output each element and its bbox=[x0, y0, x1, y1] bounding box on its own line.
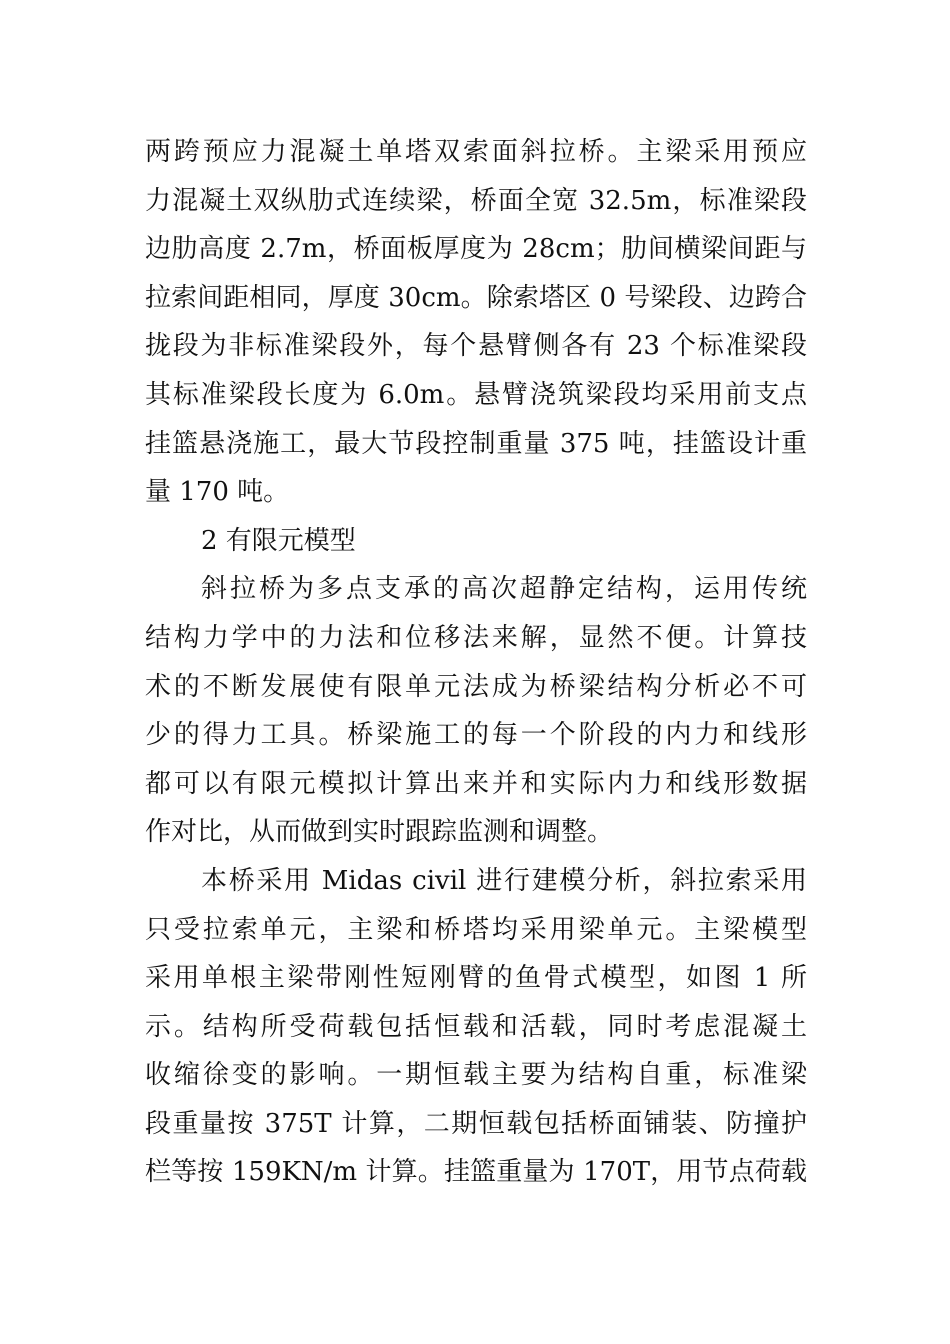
text-line: 采用单根主梁带刚性短刚臂的鱼骨式模型，如图 1 所 bbox=[145, 963, 807, 994]
text-line: 示。结构所受荷载包括恒载和活载，同时考虑混凝土 bbox=[145, 1011, 807, 1042]
text-line: 术的不断发展使有限单元法成为桥梁结构分析必不可 bbox=[145, 671, 807, 702]
text-line: 拢段为非标准梁段外，每个悬臂侧各有 23 个标准梁段 bbox=[145, 331, 807, 362]
text-line: 作对比，从而做到实时跟踪监测和调整。 bbox=[145, 817, 614, 848]
body-text bbox=[145, 128, 807, 1197]
text-line: 都可以有限元模拟计算出来并和实际内力和线形数据 bbox=[145, 768, 807, 799]
text-line: 拉索间距相同，厚度 30cm。除索塔区 0 号梁段、边跨合 bbox=[145, 282, 807, 313]
text-line: 斜拉桥为多点支承的高次超静定结构，运用传统 bbox=[201, 574, 807, 605]
text-line: 两跨预应力混凝土单塔双索面斜拉桥。主梁采用预应 bbox=[145, 137, 807, 167]
text-line: 少的得力工具。桥梁施工的每一个阶段的内力和线形 bbox=[145, 720, 807, 751]
section-heading: 2 有限元模型 bbox=[201, 525, 356, 556]
text-line: 段重量按 375T 计算，二期恒载包括桥面铺装、防撞护 bbox=[145, 1108, 807, 1139]
text-line: 其标准梁段长度为 6.0m。悬臂浇筑梁段均采用前支点 bbox=[145, 379, 807, 410]
text-line: 栏等按 159KN/m 计算。挂篮重量为 170T，用节点荷载 bbox=[145, 1157, 807, 1188]
text-line: 力混凝土双纵肋式连续梁，桥面全宽 32.5m，标准梁段 bbox=[145, 185, 807, 216]
text-line: 本桥采用 Midas civil 进行建模分析，斜拉索采用 bbox=[201, 865, 807, 896]
text-line: 收缩徐变的影响。一期恒载主要为结构自重，标准梁 bbox=[145, 1060, 807, 1091]
text-line: 边肋高度 2.7m，桥面板厚度为 28cm；肋间横梁间距与 bbox=[145, 234, 807, 265]
text-line: 挂篮悬浇施工，最大节段控制重量 375 吨，挂篮设计重 bbox=[145, 428, 807, 459]
text-line: 结构力学中的力法和位移法来解，显然不便。计算技 bbox=[145, 622, 807, 653]
text-line: 量 170 吨。 bbox=[145, 477, 290, 508]
text-line: 只受拉索单元，主梁和桥塔均采用梁单元。主梁模型 bbox=[145, 914, 807, 945]
